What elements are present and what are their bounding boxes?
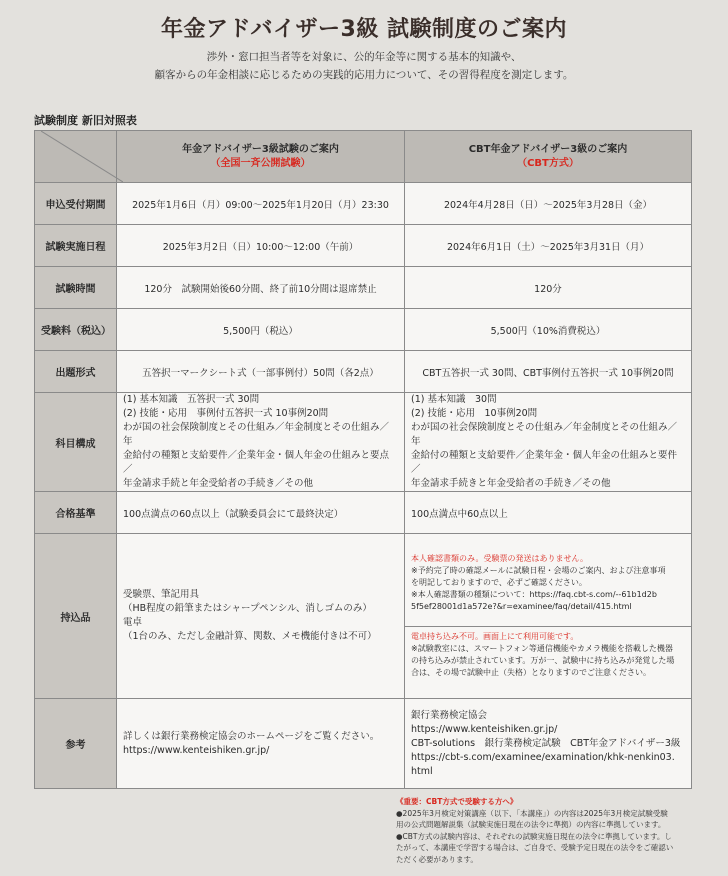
cell-line: 電卓 (123, 617, 143, 628)
comparison-table (34, 130, 692, 789)
table-cell: 5,500円（税込） (117, 309, 405, 351)
table-row (35, 492, 692, 534)
table-cell: 5,500円（10%消費税込） (405, 309, 692, 351)
footnote-line: ●2025年3月検定対策講座（以下、「本講座」）の内容は2025年3月検定試験受験 (396, 808, 668, 818)
cell-line: わが国の社会保険制度とその仕組み／年金制度とその仕組み／年 (123, 422, 390, 447)
cell-line: （HB程度の鉛筆またはシャープペンシル、消しゴムのみ） (123, 603, 372, 614)
table-cell: 2024年4月28日（日）～2025年3月28日（金） (405, 183, 692, 225)
cell-highlight: 本人確認書類のみ。受験票の発送はありません。 (411, 554, 588, 563)
column-title: CBT年金アドバイザー3級のご案内 (468, 143, 628, 155)
column-subtitle: （全国一斉公開試験） (210, 157, 311, 169)
cell-line: 金給付の種類と支給要件／企業年金・個人年金の仕組みと要点／ (123, 450, 390, 475)
cell-line: (1) 基本知識 30問 (411, 394, 497, 405)
lead-text (0, 48, 728, 84)
cell-line: （1台のみ、ただし金融計算、関数、メモ機能付きは不可） (123, 631, 377, 642)
footnote-line: たがって、本講座で学習する場合は、ご自身で、受験予定日現在の法令をご確認い (396, 843, 674, 852)
table-row (35, 183, 692, 225)
table-cell (117, 393, 405, 492)
table-cell (117, 699, 405, 789)
table-row (35, 534, 692, 699)
reference-link[interactable]: https://cbt-s.com/examinee/examination/khk-nenkin03. (411, 751, 675, 763)
footnote-heading: 《重要：CBT方式で受験する方へ》 (396, 797, 518, 806)
footnote-line: ●CBT方式の試験内容は、それぞれの試験実施日現在の法令に準拠しています。し (396, 831, 672, 841)
cell-line: 銀行業務検定協会 (411, 709, 488, 721)
table-header-row (35, 131, 692, 183)
footnote (396, 796, 696, 865)
cell-line: わが国の社会保険制度とその仕組み／年金制度とその仕組み／年 (411, 422, 678, 447)
cell-highlight: 電卓持ち込み不可。画面上にて利用可能です。 (411, 632, 579, 641)
row-label: 受験料（税込） (35, 309, 117, 351)
cell-line: (1) 基本知識 五答択一式 30問 (123, 394, 260, 405)
table-cell: 2025年3月2日（日）10:00～12:00（午前） (117, 225, 405, 267)
reference-link[interactable]: https://www.kenteishiken.gr.jp/ (123, 744, 270, 756)
reference-link[interactable]: https://www.kenteishiken.gr.jp/ (411, 723, 558, 735)
table-row (35, 351, 692, 393)
cell-line: 金給付の種類と支給要件／企業年金・個人年金の仕組みと要件／ (411, 450, 678, 475)
table-row (35, 267, 692, 309)
row-label: 持込品 (35, 534, 117, 699)
table-label: 試験制度 新旧対照表 (34, 114, 137, 127)
row-label: 合格基準 (35, 492, 117, 534)
cell-line: 詳しくは銀行業務検定協会のホームページをご覧ください。 (123, 730, 380, 742)
table-cell: CBT五答択一式 30問、CBT事例付五答択一式 10事例20問 (405, 351, 692, 393)
lead-line: 渉外・窓口担当者等を対象に、公的年金等に関する基本的知識や、 (206, 51, 522, 63)
table-cell (405, 393, 692, 492)
cell-line: ※本人確認書類の種類について：https://faq.cbt-s.com/--61b1d2b (411, 590, 657, 599)
cell-line: CBT-solutions 銀行業務検定試験 CBT年金アドバイザー3級 (411, 737, 681, 749)
table-row (35, 393, 692, 492)
column-header-paper (117, 131, 405, 183)
cell-subsection (405, 627, 691, 683)
page-title: 年金アドバイザー3級 試験制度のご案内 (160, 17, 568, 42)
row-label: 出題形式 (35, 351, 117, 393)
table-cell: 100点満点中60点以上 (405, 492, 692, 534)
column-header-cbt (405, 131, 692, 183)
table-cell: 120分 (405, 267, 692, 309)
reference-link[interactable]: html (411, 765, 433, 777)
table-cell: 120分 試験開始後60分間、終了前10分間は退席禁止 (117, 267, 405, 309)
column-subtitle: （CBT方式） (517, 157, 579, 169)
cell-line: ※予約完了時の確認メールに試験日程・会場のご案内、および注意事項 (411, 566, 666, 575)
row-label: 申込受付期間 (35, 183, 117, 225)
cell-line: ※試験教室には、スマートフォン等通信機能やカメラ機能を搭載した機器 (411, 644, 673, 653)
table-row (35, 225, 692, 267)
cell-line: 年金請求手続と年金受給者の手続き／その他 (123, 478, 314, 489)
row-label: 科目構成 (35, 393, 117, 492)
cell-line: 年金請求手続きと年金受給者の手続き／その他 (411, 478, 611, 489)
column-title: 年金アドバイザー3級試験のご案内 (182, 143, 339, 155)
diagonal-line-icon (41, 131, 123, 182)
corner-cell (35, 131, 117, 183)
cell-line: を明記しておりますので、必ずご確認ください。 (411, 578, 587, 587)
footnote-line: ただく必要があります。 (396, 854, 478, 864)
cell-line: 受験票、筆記用具 (123, 589, 200, 600)
cell-line: 5f5ef28001d1a572e?&r=examinee/faq/detail/415.html (411, 602, 632, 611)
row-label: 試験実施日程 (35, 225, 117, 267)
footnote-line: 用の公式問題解説集（試験実施日現在の法令に準拠）の内容に準拠しています。 (396, 820, 666, 829)
table-cell: 五答択一マークシート式（一部事例付）50問（各2点） (117, 351, 405, 393)
cell-subsection (405, 549, 691, 627)
cell-line: の持ち込みが禁止されています。万が一、試験中に持ち込みが発覚した場 (411, 656, 675, 665)
table-row (35, 309, 692, 351)
table-cell (405, 699, 692, 789)
row-label: 参考 (35, 699, 117, 789)
table-cell: 2024年6月1日（土）～2025年3月31日（月） (405, 225, 692, 267)
row-label: 試験時間 (35, 267, 117, 309)
cell-line: (2) 技能・応用 10事例20問 (411, 408, 538, 419)
cell-line: (2) 技能・応用 事例付五答択一式 10事例20問 (123, 408, 329, 419)
lead-line: 顧客からの年金相談に応じるための実践的応用力について、その習得程度を測定します。 (154, 69, 574, 81)
cell-line: 合は、その場で試験中止（失格）となりますのでご注意ください。 (411, 668, 651, 677)
table-cell: 100点満点の60点以上（試験委員会にて最終決定） (117, 492, 405, 534)
table-cell: 2025年1月6日（月）09:00～2025年1月20日（月）23:30 (117, 183, 405, 225)
table-row (35, 699, 692, 789)
table-cell (405, 534, 692, 699)
table-cell (117, 534, 405, 699)
